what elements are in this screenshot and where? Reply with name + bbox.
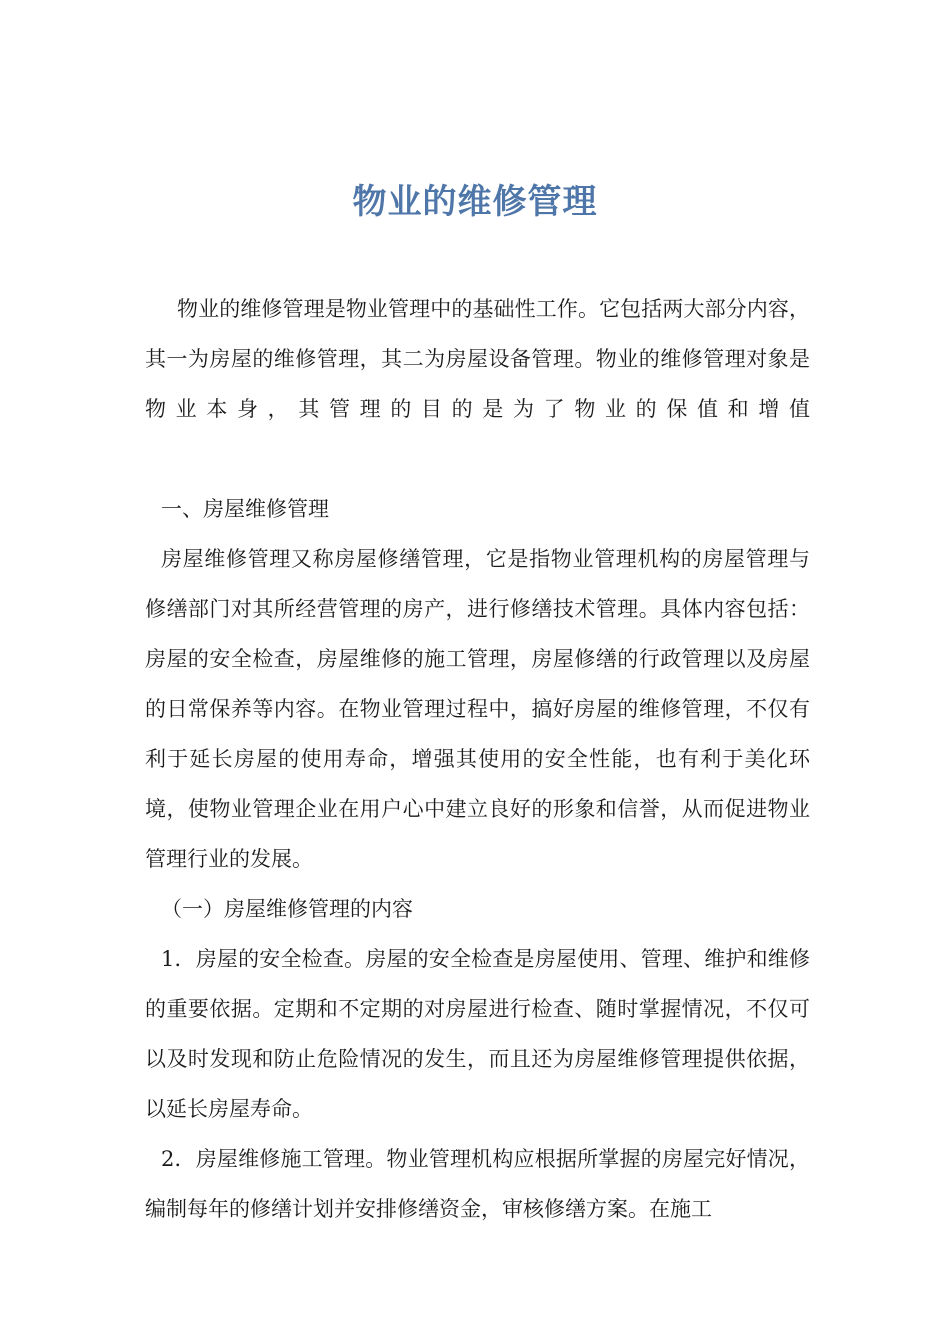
list-item-1: 1．房屋的安全检查。房屋的安全检查是房屋使用、管理、维护和维修的重要依据。定期和不定期的对房屋进行检查、随时掌握情况，不仅可以及时发现和防止危险情况的发生，而且还为房屋维修管理提供依据，以延长房屋寿命。 (145, 947, 810, 1121)
page-title: 物业的维修管理 (352, 182, 598, 222)
document-body (145, 284, 810, 1234)
paragraph-spacer (145, 434, 810, 484)
list-item-2: 2．房屋维修施工管理。物业管理机构应根据所掌握的房屋完好情况，编制每年的修缮计划并安排修缮资金，审核修缮方案。在施工 (145, 1147, 810, 1221)
section-heading: 一、房屋维修管理 (161, 497, 329, 521)
intro-paragraph: 物业的维修管理是物业管理中的基础性工作。它包括两大部分内容，其一为房屋的维修管理，其二为房屋设备管理。物业的维修管理对象是物业本身，其管理的目的是为了物业的保值和增值 (145, 297, 810, 421)
section-paragraph: 房屋维修管理又称房屋修缮管理，它是指物业管理机构的房屋管理与修缮部门对其所经营管理的房产，进行修缮技术管理。具体内容包括：房屋的安全检查，房屋维修的施工管理，房屋修缮的行政管理以及房屋的日常保养等内容。在物业管理过程中，搞好房屋的维修管理，不仅有利于延长房屋的使用寿命，增强其使用的安全性能，也有利于美化环境，使物业管理企业在用户心中建立良好的形象和信誉，从而促进物业管理行业的发展。 (145, 547, 810, 871)
subsection-heading: （一）房屋维修管理的内容 (161, 897, 413, 921)
